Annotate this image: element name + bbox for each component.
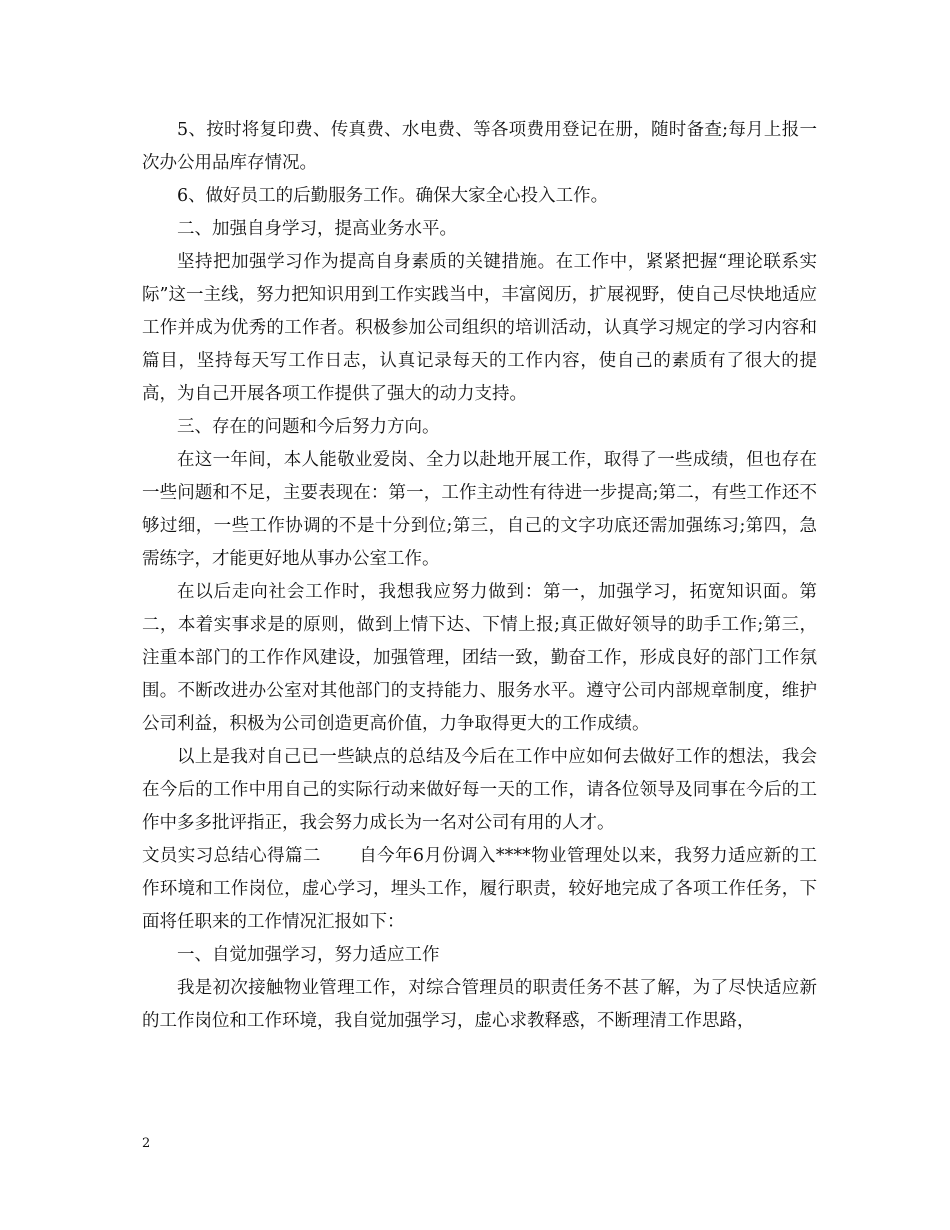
heading-self-study: 二、加强自身学习，提高业务水平。 <box>177 219 457 239</box>
paragraph-conclusion: 以上是我对自己已一些缺点的总结及今后在工作中应如何去做好工作的想法，我会在今后的工作中用自己的实际行动来做好每一天的工作，请各位领导及同事在今后的工作中多多批评指正，我会努力成长为一名对公司有用的人才。 <box>142 747 817 833</box>
section-title: 文员实习总结心得篇二 <box>142 846 321 866</box>
section-lead: 自今年6月份调入****物业管理处以来，我努力适应新的工作环境和工作岗位，虚心学习，埋头工作，履行职责，较好地完成了各项工作任务，下面将任职来的工作情况汇报如下： <box>142 846 818 932</box>
paragraph-fee-registration: 5、按时将复印费、传真费、水电费、等各项费用登记在册，随时备查;每月上报一次办公用品库存情况。 <box>142 120 817 173</box>
paragraph-problems: 在这一年间，本人能敬业爱岗、全力以赴地开展工作，取得了一些成绩，但也存在一些问题和不足，主要表现在：第一，工作主动性有待进一步提高;第二，有些工作还不够过细，一些工作协调的不是十分到位;第三，自己的文字功底还需加强练习;第四，急需练字，才能更好地从事办公室工作。 <box>142 450 817 569</box>
page-number: 2 <box>142 1136 151 1151</box>
paragraph-first-contact: 我是初次接触物业管理工作，对综合管理员的职责任务不甚了解，为了尽快适应新的工作岗位和工作环境，我自觉加强学习，虚心求教释惑，不断理清工作思路， <box>142 978 817 1031</box>
paragraph-staff-service: 6、做好员工的后勤服务工作。确保大家全心投入工作。 <box>177 186 609 206</box>
document-body <box>142 114 817 1038</box>
heading-adapt-work: 一、自觉加强学习，努力适应工作 <box>177 945 440 965</box>
paragraph-study-measures: 坚持把加强学习作为提高自身素质的关键措施。在工作中，紧紧把握“理论联系实际”这一主线，努力把知识用到工作实践当中，丰富阅历，扩展视野，使自己尽快地适应工作并成为优秀的工作者。积极参加公司组织的培训活动，认真学习规定的学习内容和篇目，坚持每天写工作日志，认真记录每天的工作内容，使自己的素质有了很大的提高，为自己开展各项工作提供了强大的动力支持。 <box>142 252 817 404</box>
heading-problems-direction: 三、存在的问题和今后努力方向。 <box>177 417 440 437</box>
paragraph-future-plans: 在以后走向社会工作时，我想我应努力做到：第一，加强学习，拓宽知识面。第二，本着实事求是的原则，做到上情下达、下情上报;真正做好领导的助手工作;第三，注重本部门的工作作风建设，加强管理，团结一致，勤奋工作，形成良好的部门工作氛围。不断改进办公室对其他部门的支持能力、服务水平。遵守公司内部规章制度，维护公司利益，积极为公司创造更高价值，力争取得更大的工作成绩。 <box>142 582 817 734</box>
paragraph-section-two <box>142 840 817 939</box>
